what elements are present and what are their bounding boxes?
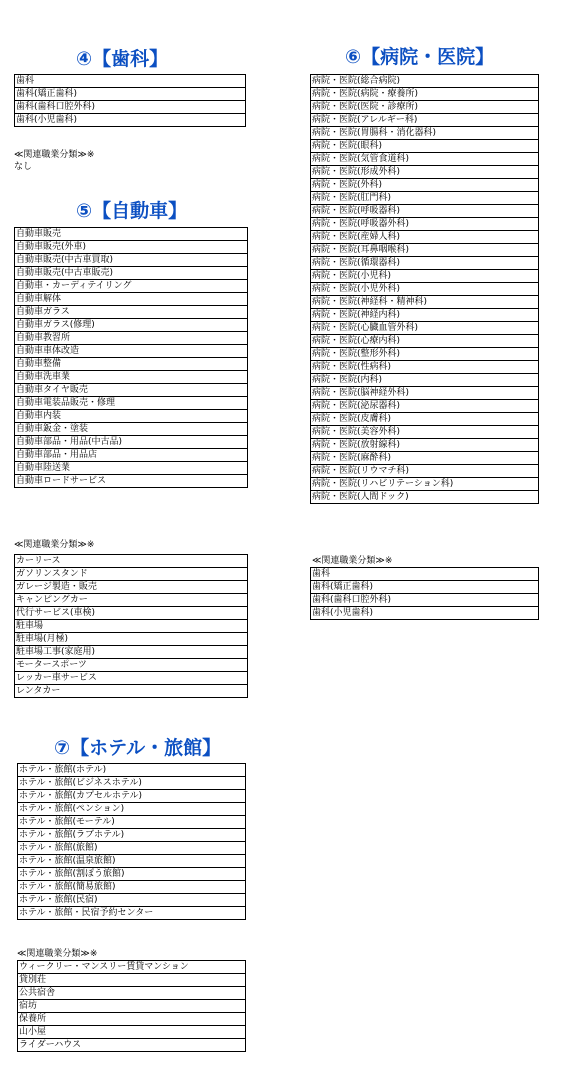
list-item: 自動車部品・用品店 (15, 449, 248, 462)
table-row (311, 218, 539, 231)
list-item: 自動車車体改造 (15, 345, 248, 358)
list-item: ホテル・旅館(民宿) (18, 894, 246, 907)
auto-related-table (14, 554, 248, 698)
list-item: 自動車販売(中古車販売) (15, 267, 248, 280)
list-item: 自動車・カーディテイリング (15, 280, 248, 293)
dental-heading: ④【歯科】 (76, 48, 169, 70)
table-row (311, 387, 539, 400)
list-item: 病院・医院(内科) (311, 374, 539, 387)
list-item: 歯科(矯正歯科) (15, 88, 246, 101)
list-item: ホテル・旅館・民宿予約センター (18, 907, 246, 920)
table-row (18, 1000, 246, 1013)
table-row (311, 426, 539, 439)
list-item: 歯科(小児歯科) (15, 114, 246, 127)
list-item: ホテル・旅館(ビジネスホテル) (18, 777, 246, 790)
list-item: 病院・医院(心療内科) (311, 335, 539, 348)
table-row (15, 410, 248, 423)
list-item: 自動車ロードサービス (15, 475, 248, 488)
list-item: 病院・医院(形成外科) (311, 166, 539, 179)
table-row (15, 594, 248, 607)
list-item: 歯科(歯科口腔外科) (311, 594, 539, 607)
table-row (18, 842, 246, 855)
list-item: 病院・医院(麻酔科) (311, 452, 539, 465)
table-row (18, 974, 246, 987)
table-row (311, 594, 539, 607)
hospital-related-table (310, 567, 539, 620)
table-row (311, 400, 539, 413)
dental-related-label: ≪関連職業分類≫※ (14, 150, 95, 160)
list-item: 病院・医院(心臓血管外科) (311, 322, 539, 335)
table-row (311, 348, 539, 361)
auto-table (14, 227, 248, 488)
table-row (311, 361, 539, 374)
table-row (15, 423, 248, 436)
list-item: 病院・医院(性病科) (311, 361, 539, 374)
table-row (311, 465, 539, 478)
list-item: 病院・医院(耳鼻咽喉科) (311, 244, 539, 257)
table-row (311, 607, 539, 620)
list-item: 病院・医院(放射線科) (311, 439, 539, 452)
table-row (311, 231, 539, 244)
table-row (18, 881, 246, 894)
list-item: ホテル・旅館(温泉旅館) (18, 855, 246, 868)
table-row (18, 868, 246, 881)
table-row (18, 829, 246, 842)
table-row (15, 685, 248, 698)
list-item: 貸別荘 (18, 974, 246, 987)
table-row (15, 659, 248, 672)
table-row (18, 987, 246, 1000)
list-item: 自動車販売(外車) (15, 241, 248, 254)
table-row (15, 306, 248, 319)
table-row (311, 166, 539, 179)
list-item: ホテル・旅館(カプセルホテル) (18, 790, 246, 803)
list-item: 病院・医院(神経内科) (311, 309, 539, 322)
list-item: 自動車販売(中古車買取) (15, 254, 248, 267)
list-item: 病院・医院(整形外科) (311, 348, 539, 361)
table-row (311, 296, 539, 309)
table-row (15, 75, 246, 88)
list-item: 病院・医院(眼科) (311, 140, 539, 153)
table-row (15, 607, 248, 620)
list-item: レッカー車サービス (15, 672, 248, 685)
table-row (18, 1039, 246, 1052)
table-row (15, 620, 248, 633)
table-row (311, 309, 539, 322)
dental-table (14, 74, 246, 127)
table-row (311, 452, 539, 465)
table-row (15, 581, 248, 594)
hospital-table (310, 74, 539, 504)
list-item: ホテル・旅館(旅館) (18, 842, 246, 855)
table-row (311, 439, 539, 452)
table-row (15, 228, 248, 241)
list-item: 自動車部品・用品(中古品) (15, 436, 248, 449)
list-item: モータースポーツ (15, 659, 248, 672)
table-row (15, 449, 248, 462)
table-row (18, 816, 246, 829)
table-row (18, 855, 246, 868)
list-item: 自動車タイヤ販売 (15, 384, 248, 397)
list-item: 保養所 (18, 1013, 246, 1026)
table-row (311, 88, 539, 101)
list-item: 歯科 (311, 568, 539, 581)
list-item: 自動車内装 (15, 410, 248, 423)
table-row (15, 319, 248, 332)
list-item: 病院・医院(胃腸科・消化器科) (311, 127, 539, 140)
table-row (15, 267, 248, 280)
list-item: 病院・医院(小児科) (311, 270, 539, 283)
list-item: 病院・医院(気管食道科) (311, 153, 539, 166)
list-item: 病院・医院(アレルギー科) (311, 114, 539, 127)
list-item: 病院・医院(泌尿器科) (311, 400, 539, 413)
table-row (15, 88, 246, 101)
list-item: 山小屋 (18, 1026, 246, 1039)
list-item: 病院・医院(呼吸器外科) (311, 218, 539, 231)
table-row (18, 961, 246, 974)
table-row (15, 241, 248, 254)
list-item: 駐車場工事(家庭用) (15, 646, 248, 659)
table-row (311, 75, 539, 88)
table-row (15, 646, 248, 659)
list-item: 病院・医院(総合病院) (311, 75, 539, 88)
list-item: 歯科 (15, 75, 246, 88)
list-item: 代行サービス(車検) (15, 607, 248, 620)
table-row (311, 335, 539, 348)
table-row (15, 371, 248, 384)
table-row (311, 244, 539, 257)
list-item: レンタカー (15, 685, 248, 698)
table-row (311, 478, 539, 491)
list-item: ホテル・旅館(割ぽう旅館) (18, 868, 246, 881)
list-item: 宿坊 (18, 1000, 246, 1013)
list-item: 病院・医院(人間ドック) (311, 491, 539, 504)
table-row (18, 907, 246, 920)
list-item: 歯科(矯正歯科) (311, 581, 539, 594)
table-row (311, 283, 539, 296)
list-item: ホテル・旅館(ペンション) (18, 803, 246, 816)
list-item: 自動車鈑金・塗装 (15, 423, 248, 436)
table-row (15, 358, 248, 371)
table-row (15, 462, 248, 475)
table-row (311, 205, 539, 218)
list-item: 自動車ガラス(修理) (15, 319, 248, 332)
table-row (18, 1026, 246, 1039)
list-item: 病院・医院(外科) (311, 179, 539, 192)
table-row (15, 101, 246, 114)
auto-heading: ⑤【自動車】 (76, 200, 188, 222)
list-item: 自動車整備 (15, 358, 248, 371)
list-item: 駐車場(月極) (15, 633, 248, 646)
table-row (15, 672, 248, 685)
list-item: ホテル・旅館(簡易旅館) (18, 881, 246, 894)
table-row (311, 270, 539, 283)
table-row (15, 436, 248, 449)
list-item: 自動車陸送業 (15, 462, 248, 475)
list-item: 病院・医院(神経科・精神科) (311, 296, 539, 309)
table-row (311, 192, 539, 205)
table-row (18, 803, 246, 816)
table-row (18, 1013, 246, 1026)
list-item: 病院・医院(小児外科) (311, 283, 539, 296)
list-item: 公共宿舎 (18, 987, 246, 1000)
list-item: 病院・医院(循環器科) (311, 257, 539, 270)
table-row (15, 345, 248, 358)
list-item: 病院・医院(医院・診療所) (311, 101, 539, 114)
table-row (311, 568, 539, 581)
list-item: 自動車電装品販売・修理 (15, 397, 248, 410)
table-row (18, 894, 246, 907)
table-row (311, 140, 539, 153)
list-item: ガソリンスタンド (15, 568, 248, 581)
list-item: 駐車場 (15, 620, 248, 633)
table-row (15, 384, 248, 397)
table-row (18, 764, 246, 777)
table-row (15, 555, 248, 568)
list-item: キャンピングカー (15, 594, 248, 607)
list-item: 自動車ガラス (15, 306, 248, 319)
table-row (311, 374, 539, 387)
list-item: 歯科(小児歯科) (311, 607, 539, 620)
table-row (15, 397, 248, 410)
auto-related-label: ≪関連職業分類≫※ (14, 540, 95, 550)
list-item: 病院・医院(脳神経外科) (311, 387, 539, 400)
list-item: ホテル・旅館(ラブホテル) (18, 829, 246, 842)
list-item: 歯科(歯科口腔外科) (15, 101, 246, 114)
list-item: 病院・医院(美容外科) (311, 426, 539, 439)
hospital-heading: ⑥【病院・医院】 (345, 46, 495, 68)
table-row (311, 491, 539, 504)
table-row (311, 153, 539, 166)
hotel-heading: ⑦【ホテル・旅館】 (54, 737, 222, 759)
table-row (311, 581, 539, 594)
list-item: 病院・医院(呼吸器科) (311, 205, 539, 218)
list-item: 自動車洗車業 (15, 371, 248, 384)
hotel-related-table (17, 960, 246, 1052)
hospital-related-label: ≪関連職業分類≫※ (312, 556, 393, 566)
list-item: 自動車販売 (15, 228, 248, 241)
list-item: 病院・医院(リウマチ科) (311, 465, 539, 478)
table-row (15, 114, 246, 127)
table-row (311, 179, 539, 192)
list-item: カーリース (15, 555, 248, 568)
list-item: ガレージ製造・販売 (15, 581, 248, 594)
list-item: ライダーハウス (18, 1039, 246, 1052)
list-item: ホテル・旅館(モーテル) (18, 816, 246, 829)
list-item: 自動車教習所 (15, 332, 248, 345)
table-row (18, 777, 246, 790)
hotel-table (17, 763, 246, 920)
list-item: 病院・医院(皮膚科) (311, 413, 539, 426)
table-row (15, 475, 248, 488)
table-row (15, 293, 248, 306)
list-item: 病院・医院(肛門科) (311, 192, 539, 205)
table-row (18, 790, 246, 803)
list-item: 自動車解体 (15, 293, 248, 306)
list-item: ホテル・旅館(ホテル) (18, 764, 246, 777)
table-row (15, 254, 248, 267)
list-item: 病院・医院(リハビリテーション科) (311, 478, 539, 491)
hotel-related-label: ≪関連職業分類≫※ (17, 949, 98, 959)
table-row (311, 257, 539, 270)
table-row (311, 101, 539, 114)
list-item: ウィークリー・マンスリー賃貸マンション (18, 961, 246, 974)
table-row (311, 114, 539, 127)
table-row (311, 127, 539, 140)
table-row (15, 633, 248, 646)
list-item: 病院・医院(病院・療養所) (311, 88, 539, 101)
table-row (311, 322, 539, 335)
table-row (15, 568, 248, 581)
list-item: 病院・医院(産婦人科) (311, 231, 539, 244)
table-row (311, 413, 539, 426)
dental-related-none: なし (14, 162, 33, 172)
table-row (15, 280, 248, 293)
table-row (15, 332, 248, 345)
